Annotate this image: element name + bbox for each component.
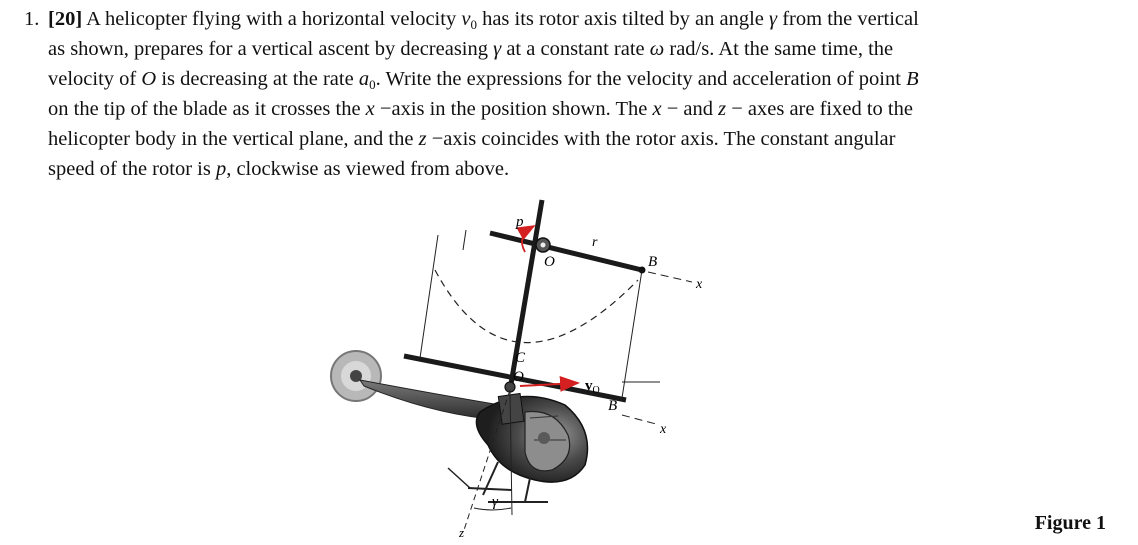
problem-text-segment: z (718, 98, 727, 120)
problem-line-4 (48, 96, 913, 122)
label-C: C (515, 350, 526, 366)
blade-tip-B-upper (639, 267, 646, 274)
problem-text-segment: γ (493, 38, 502, 60)
engine-block (498, 393, 524, 424)
skid-strut-2 (525, 478, 530, 502)
label-O-upper: O (544, 254, 555, 270)
helicopter-diagram (320, 190, 740, 540)
plane-right-edge (622, 270, 642, 398)
x-axis-lower (622, 415, 656, 424)
problem-text-segment: − axes are fixed to the (726, 98, 913, 120)
problem-text-segment: p (215, 158, 227, 180)
problem-text-segment: rad/s. At the same time, the (664, 38, 894, 60)
label-gamma: γ (492, 494, 498, 510)
label-B-upper: B (648, 254, 658, 270)
problem-text-segment: − and (661, 98, 719, 120)
problem-text-segment: helicopter body in the vertical plane, and the (48, 128, 419, 150)
rotor-path-arc (435, 270, 638, 343)
label-x-lower: x (660, 422, 667, 437)
problem-text-segment: 0 (369, 77, 376, 92)
rotor-blade-upper (490, 233, 642, 270)
problem-text-segment: ω (649, 38, 665, 60)
problem-text-segment: O (141, 68, 157, 90)
problem-line-6 (48, 156, 509, 182)
problem-text-segment: as shown, prepares for a vertical ascent by decreasing (48, 38, 494, 60)
problem-points: [20] (48, 8, 83, 30)
problem-text-segment: velocity of (48, 68, 142, 90)
label-v0: $v_O$ (585, 378, 600, 396)
label-z: z (459, 525, 465, 540)
problem-text-segment: x (365, 98, 375, 120)
problem-text-segment: −axis in the position shown. The (374, 98, 653, 120)
problem-line-3 (48, 66, 919, 98)
problem-text-segment: speed of the rotor is (48, 158, 216, 180)
problem-line-1-text (82, 8, 919, 30)
problem-text-segment: has its rotor axis tilted by an angle (476, 8, 770, 30)
ref-line-upper (463, 230, 466, 250)
label-r: r (592, 235, 598, 250)
problem-text-segment: , clockwise as viewed from above. (226, 158, 510, 180)
problem-line-1 (48, 6, 919, 38)
problem-line-5 (48, 126, 895, 152)
label-B-lower: B (608, 398, 618, 414)
plane-left-edge (420, 235, 438, 358)
problem-text-segment: at a constant rate (501, 38, 650, 60)
label-p: p (516, 214, 524, 230)
problem-text-segment: γ (769, 8, 778, 30)
problem-text-segment: v (461, 8, 471, 30)
problem-number: 1. (24, 8, 40, 30)
skid-left (468, 488, 512, 490)
problem-text-segment: on the tip of the blade as it crosses the (48, 98, 366, 120)
problem-text-segment: z (418, 128, 427, 150)
figure-caption: Figure 1 (1034, 512, 1106, 534)
label-O-lower: O (513, 369, 524, 385)
label-x-upper: x (696, 277, 703, 292)
helicopter-figure (320, 190, 740, 540)
problem-text-segment: B (906, 68, 919, 90)
problem-text-segment: −axis coincides with the rotor axis. The constant angular (426, 128, 896, 150)
problem-text-segment: . Write the expressions for the velocity and acceleration of point (375, 68, 907, 90)
problem-line-2 (48, 36, 893, 62)
problem-text-segment: is decreasing at the rate (156, 68, 359, 90)
problem-text-segment: a (358, 68, 370, 90)
x-axis-upper (648, 272, 692, 282)
problem-text-segment: x (652, 98, 662, 120)
problem-text-segment: 0 (470, 17, 477, 32)
problem-text-segment: A helicopter flying with a horizontal velocity (82, 8, 462, 30)
problem-text-segment: from the vertical (777, 8, 919, 30)
